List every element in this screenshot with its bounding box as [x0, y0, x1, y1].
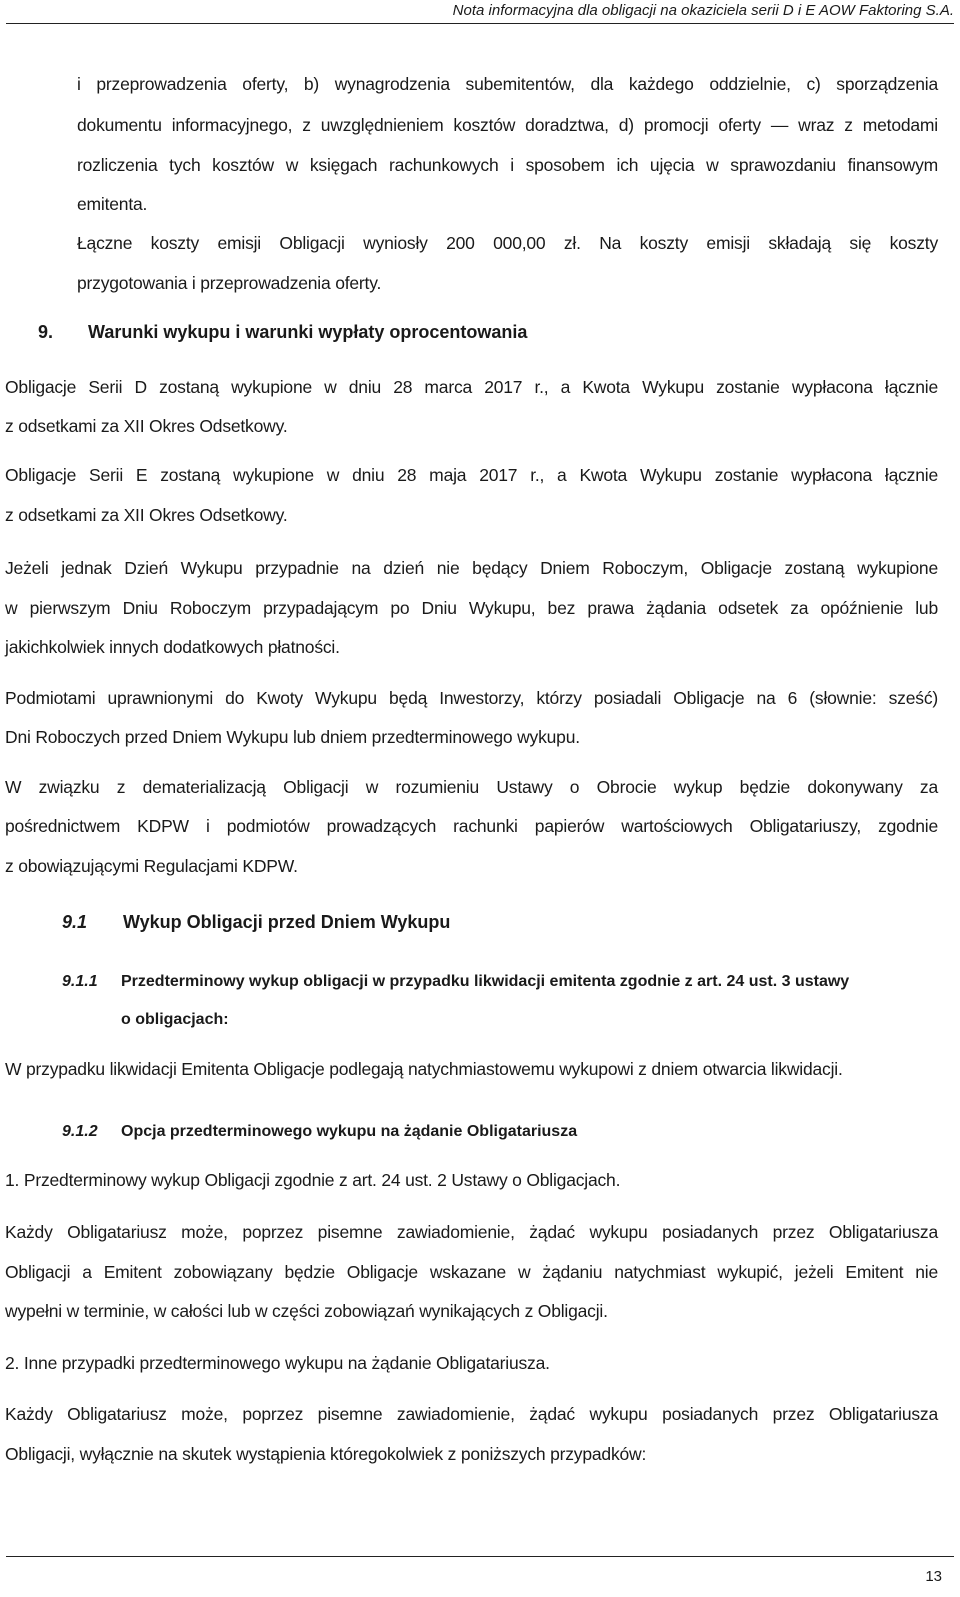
- intro-line: dokumentu informacyjnego, z uwzględnieniem kosztów doradztwa, d) promocji oferty — wraz z metodami: [77, 115, 938, 135]
- paragraph-line: Każdy Obligatariusz może, poprzez pisemne zawiadomienie, żądać wykupu posiadanych przez Obligatariusza: [5, 1222, 938, 1242]
- subsubsection-number: 9.1.1: [62, 973, 98, 990]
- paragraph-line: Obligacji a Emitent zobowiązany będzie Obligacje wskazane w żądaniu natychmiast wykupić, jeżeli Emitent nie: [5, 1262, 938, 1282]
- section-number: 9.: [38, 322, 54, 342]
- paragraph-line: z obowiązującymi Regulacjami KDPW.: [5, 856, 298, 876]
- list-item: 1. Przedterminowy wykup Obligacji zgodnie z art. 24 ust. 2 Ustawy o Obligacjach.: [5, 1170, 621, 1190]
- footer-rule: [6, 1556, 954, 1557]
- subsection-number: 9.1: [62, 912, 88, 932]
- subsubsection-title: o obligacjach:: [121, 1011, 229, 1028]
- header-title: Nota informacyjna dla obligacji na okaziciela serii D i E AOW Faktoring S.A.: [452, 2, 954, 19]
- paragraph-line: Dni Roboczych przed Dniem Wykupu lub dniem przedterminowego wykupu.: [5, 727, 580, 747]
- paragraph-line: Obligacje Serii D zostaną wykupione w dniu 28 marca 2017 r., a Kwota Wykupu zostanie wypłacona łącznie: [5, 377, 938, 397]
- intro-line: Łączne koszty emisji Obligacji wyniosły 200 000,00 zł. Na koszty emisji składają się koszty: [77, 233, 938, 253]
- paragraph-line: Obligacji, wyłącznie na skutek wystąpienia któregokolwiek z poniższych przypadków:: [5, 1444, 647, 1464]
- paragraph-line: Podmiotami uprawnionymi do Kwoty Wykupu będą Inwestorzy, którzy posiadali Obligacje na 6 (słownie: sześć): [5, 688, 938, 708]
- paragraph-line: pośrednictwem KDPW i podmiotów prowadzących rachunki papierów wartościowych Obligatariuszy, zgodnie: [5, 816, 938, 836]
- paragraph-line: wypełni w terminie, w całości lub w części zobowiązań wynikających z Obligacji.: [5, 1301, 608, 1321]
- paragraph-line: jakichkolwiek innych dodatkowych płatności.: [5, 637, 340, 657]
- paragraph-line: W przypadku likwidacji Emitenta Obligacje podlegają natychmiastowemu wykupowi z dniem otwarcia likwidacji.: [5, 1059, 843, 1079]
- page-number: 13: [925, 1568, 942, 1585]
- paragraph-line: Każdy Obligatariusz może, poprzez pisemne zawiadomienie, żądać wykupu posiadanych przez Obligatariusza: [5, 1404, 938, 1424]
- paragraph-line: W związku z dematerializacją Obligacji w rozumieniu Ustawy o Obrocie wykup będzie dokonywany za: [5, 777, 938, 797]
- subsection-title: Wykup Obligacji przed Dniem Wykupu: [123, 912, 451, 932]
- intro-line: rozliczenia tych kosztów w księgach rachunkowych i sposobem ich ujęcia w sprawozdaniu finansowym: [77, 155, 938, 175]
- intro-line: i przeprowadzenia oferty, b) wynagrodzenia subemitentów, dla każdego oddzielnie, c) sporządzenia: [77, 74, 938, 94]
- intro-line: przygotowania i przeprowadzenia oferty.: [77, 273, 382, 293]
- paragraph-line: Obligacje Serii E zostaną wykupione w dniu 28 maja 2017 r., a Kwota Wykupu zostanie wypłacona łącznie: [5, 465, 938, 485]
- paragraph-line: z odsetkami za XII Okres Odsetkowy.: [5, 505, 288, 525]
- paragraph-line: w pierwszym Dniu Roboczym przypadającym po Dniu Wykupu, bez prawa żądania odsetek za opóźnienie lub: [5, 598, 938, 618]
- subsubsection-title: Przedterminowy wykup obligacji w przypadku likwidacji emitenta zgodnie z art. 24 ust. 3 ustawy: [121, 973, 850, 990]
- page-header: [0, 0, 960, 26]
- section-title: Warunki wykupu i warunki wypłaty oprocentowania: [88, 322, 528, 342]
- intro-line: emitenta.: [77, 194, 148, 214]
- header-rule: [6, 23, 954, 24]
- paragraph-line: Jeżeli jednak Dzień Wykupu przypadnie na dzień nie będący Dniem Roboczym, Obligacje zostaną wykupione: [5, 558, 938, 578]
- list-item: 2. Inne przypadki przedterminowego wykupu na żądanie Obligatariusza.: [5, 1353, 550, 1373]
- paragraph-line: z odsetkami za XII Okres Odsetkowy.: [5, 416, 288, 436]
- subsubsection-title: Opcja przedterminowego wykupu na żądanie Obligatariusza: [121, 1123, 578, 1140]
- subsubsection-number: 9.1.2: [62, 1123, 98, 1140]
